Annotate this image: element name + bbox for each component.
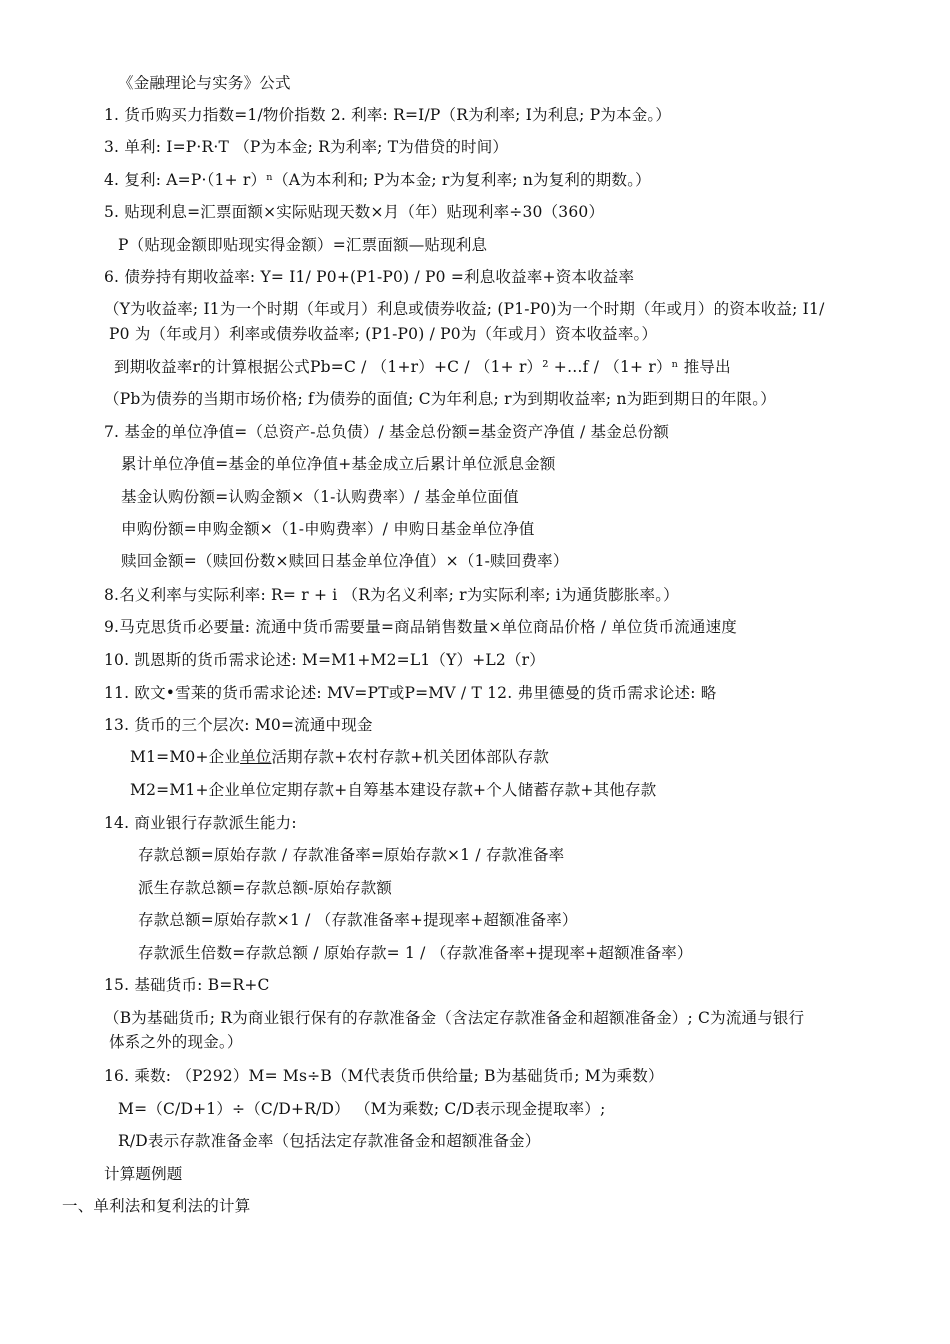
formula-line: 6. 债券持有期收益率: Y= I1/ P0+(P1-P0) / P0 =利息收益率+资本收益率: [104, 268, 635, 286]
formula-line: 存款总额=原始存款×1 / （存款准备率+提现率+超额准备率）: [138, 911, 578, 929]
formula-line: 存款派生倍数=存款总额 / 原始存款= 1 / （存款准备率+提现率+超额准备率）: [138, 944, 693, 962]
formula-line: 赎回金额=（赎回份数×赎回日基金单位净值）×（1-赎回费率）: [121, 552, 569, 570]
formula-note: P0 为（年或月）利率或债券收益率; (P1-P0) / P0为（年或月）资本收益率。）: [109, 325, 658, 343]
formula-line: 15. 基础货币: B=R+C: [104, 976, 270, 994]
section-heading: 计算题例题: [104, 1165, 183, 1183]
formula-line: 8.名义利率与实际利率: R= r + i （R为名义利率; r为实际利率; i为通货膨胀率。）: [104, 586, 679, 604]
formula-line: 到期收益率r的计算根据公式Pb=C / （1+r）+C / （1+ r）² +…f / （1+ r）ⁿ 推导出: [114, 358, 731, 376]
formula-note: （B为基础货币; R为商业银行保有的存款准备金（含法定存款准备金和超额准备金）; C为流通与银行: [104, 1009, 805, 1027]
formula-line: 9.马克思货币必要量: 流通中货币需要量=商品销售数量×单位商品价格 / 单位货币流通速度: [104, 618, 737, 636]
formula-line: 基金认购份额=认购金额×（1-认购费率）/ 基金单位面值: [121, 488, 519, 506]
formula-line: [130, 747, 549, 767]
formula-note: （Pb为债券的当期市场价格; f为债券的面值; C为年利息; r为到期收益率; n为距到期日的年限。）: [104, 390, 776, 408]
formula-note: 体系之外的现金。）: [109, 1033, 243, 1051]
formula-line: 16. 乘数: （P292）M= Ms÷B（M代表货币供给量; B为基础货币; M为乘数）: [104, 1067, 664, 1085]
line-text: M1=M0+企业: [130, 748, 241, 766]
underlined-text: 单位: [240, 748, 272, 766]
formula-line: 申购份额=申购金额×（1-申购费率）/ 申购日基金单位净值: [121, 520, 535, 538]
formula-line: 7. 基金的单位净值=（总资产-总负债）/ 基金总份额=基金资产净值 / 基金总份额: [104, 423, 670, 441]
formula-line: 10. 凯恩斯的货币需求论述: M=M1+M2=L1（Y）+L2（r）: [104, 651, 545, 669]
formula-line: 累计单位净值=基金的单位净值+基金成立后累计单位派息金额: [121, 455, 556, 473]
formula-line: 5. 贴现利息=汇票面额×实际贴现天数×月（年）贴现利率÷30（360）: [104, 203, 605, 221]
formula-line: R/D表示存款准备金率（包括法定存款准备金和超额准备金）: [118, 1132, 541, 1150]
formula-line: 11. 欧文•雪莱的货币需求论述: MV=PT或P=MV / T 12. 弗里德曼的货币需求论述: 略: [104, 684, 717, 702]
formula-line: 4. 复利: A=P·（1+ r）ⁿ（A为本利和; P为本金; r为复利率; n为复利的期数。）: [104, 171, 651, 189]
section-heading: 一、单利法和复利法的计算: [62, 1197, 251, 1215]
formula-line: 派生存款总额=存款总额-原始存款额: [138, 879, 393, 897]
line-text: 活期存款+农村存款+机关团体部队存款: [271, 748, 550, 766]
formula-line: M=（C/D+1）÷（C/D+R/D） （M为乘数; C/D表示现金提取率）;: [118, 1100, 606, 1118]
formula-note: （Y为收益率; I1为一个时期（年或月）利息或债券收益; (P1-P0)为一个时期（年或月）的资本收益; I1/: [104, 300, 825, 318]
formula-line: 3. 单利: I=P·R·T （P为本金; R为利率; T为借贷的时间）: [104, 138, 509, 156]
formula-line: 存款总额=原始存款 / 存款准备率=原始存款×1 / 存款准备率: [138, 846, 565, 864]
formula-line: M2=M1+企业单位定期存款+自筹基本建设存款+个人储蓄存款+其他存款: [130, 781, 657, 799]
formula-line: 14. 商业银行存款派生能力:: [104, 814, 297, 832]
formula-line: P（贴现金额即贴现实得金额）=汇票面额—贴现利息: [118, 236, 488, 254]
formula-line: 13. 货币的三个层次: M0=流通中现金: [104, 716, 373, 734]
formula-line: 1. 货币购买力指数=1/物价指数 2. 利率: R=I/P（R为利率; I为利息; P为本金。）: [104, 106, 672, 124]
document-title: 《金融理论与实务》公式: [118, 74, 291, 92]
